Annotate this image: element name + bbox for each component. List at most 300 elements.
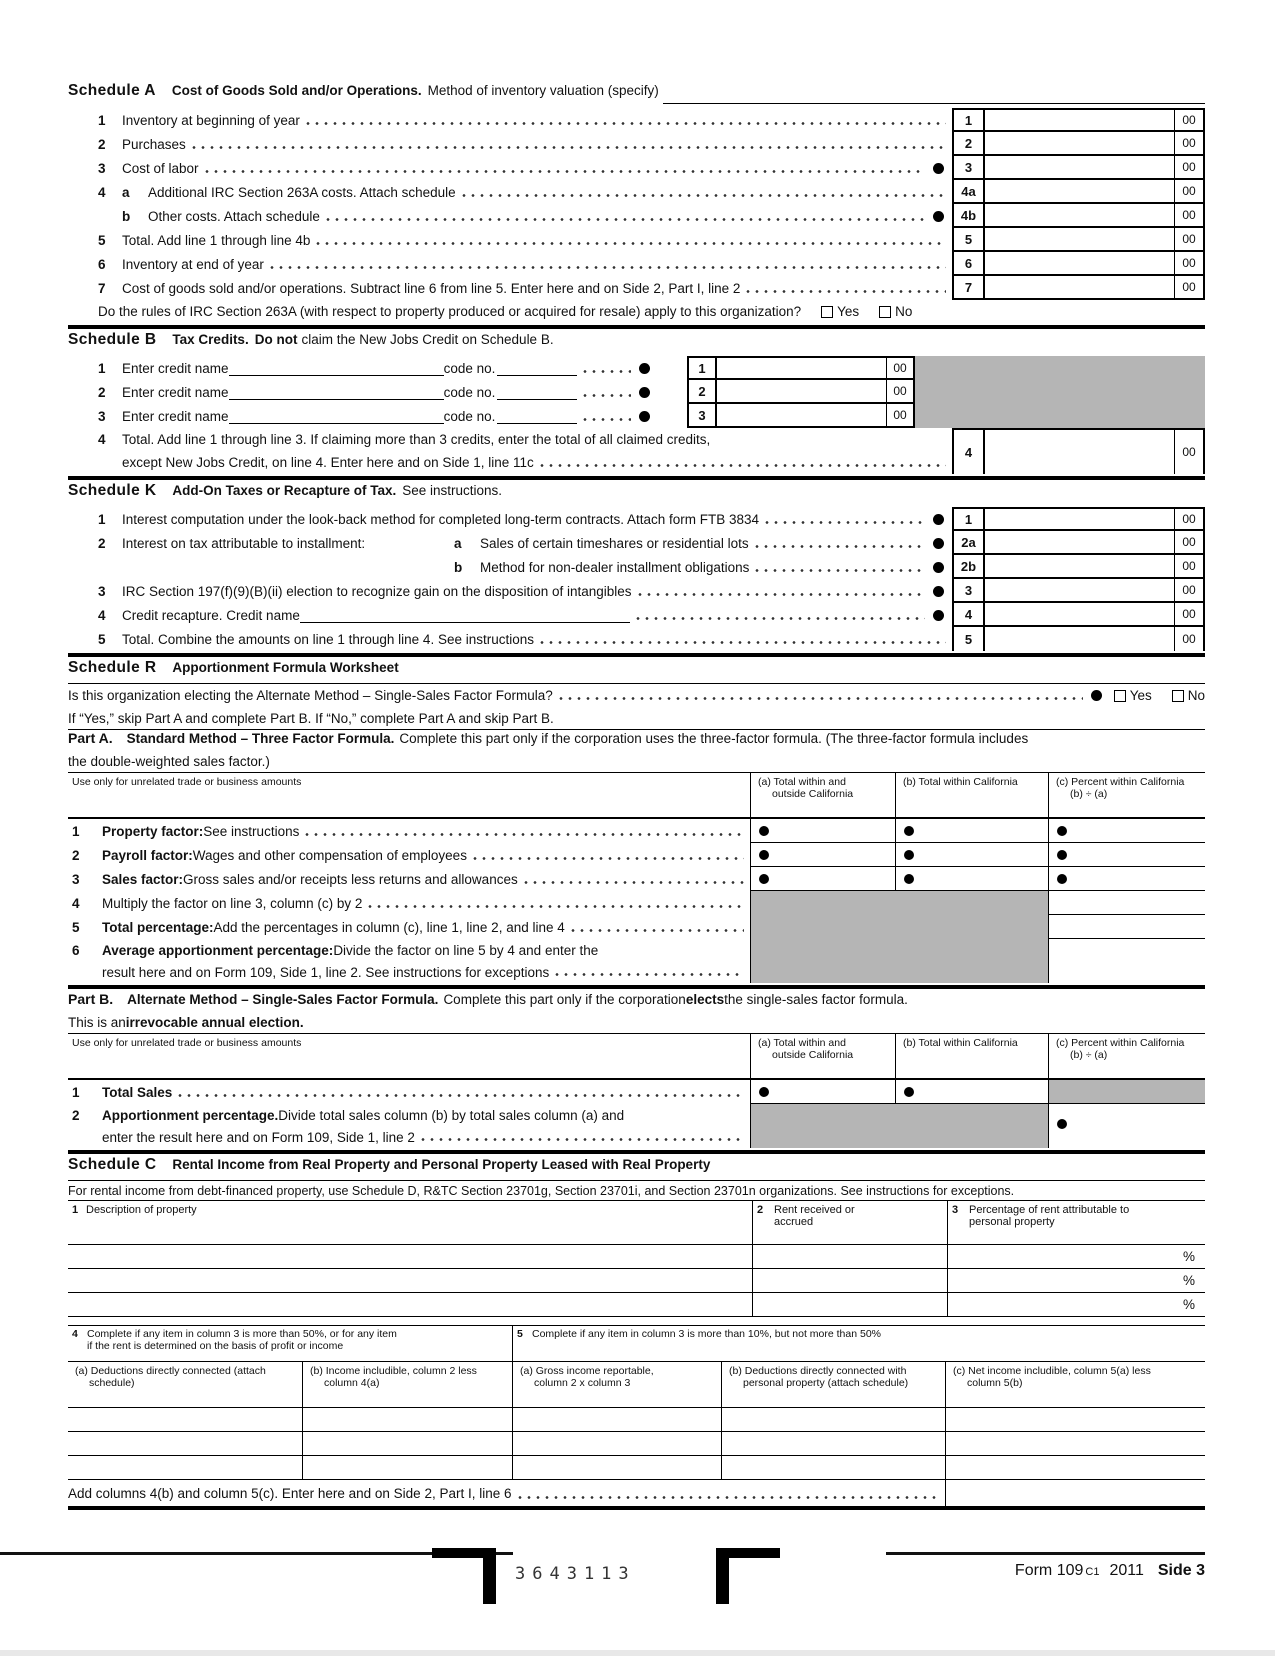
line-label: Cost of goods sold and/or operations. Subtract line 6 from line 5. Enter here and on Side 2, Part I, line 2 [122, 280, 741, 296]
schedule-k-row-4 [68, 603, 1205, 627]
amount-field-a3[interactable] [985, 156, 1174, 178]
schedule-b-note: claim the New Jobs Credit on Schedule B. [301, 332, 554, 347]
yes-label: Yes [1129, 688, 1152, 703]
schedule-k-row-1 [68, 507, 1205, 531]
amount-box-group [952, 555, 1205, 579]
dotted-leader [421, 1137, 744, 1142]
dotted-leader [473, 856, 744, 861]
dotted-leader [305, 832, 744, 837]
section-divider [68, 985, 1205, 989]
line-number: 2 [98, 384, 106, 400]
field-bullet-icon [933, 163, 944, 174]
question-text: Do the rules of IRC Section 263A (with respect to property produced or acquired for resale) apply to this organization? [98, 304, 802, 319]
schedule-a-row-6 [68, 252, 1205, 276]
page-footer [68, 1526, 1205, 1656]
skip-note [68, 707, 1205, 730]
part-b-row-1-label: 1 Total Sales [68, 1080, 750, 1104]
c-col2-header: 2 Rent received or accrued [752, 1201, 947, 1245]
part-a-r3-col-a[interactable] [750, 867, 895, 891]
no-label: No [895, 304, 913, 319]
line-subletter: a [454, 535, 462, 551]
property-description-cell[interactable] [68, 1245, 752, 1269]
part-a-r6-col-c[interactable] [1048, 939, 1205, 983]
line-number: 7 [98, 280, 106, 296]
line-label-prefix: Interest on tax attributable to installment: [122, 535, 366, 551]
yes-option [1114, 688, 1152, 703]
net-income-5c-cell[interactable] [945, 1408, 1205, 1432]
cents-label: 00 [886, 404, 913, 426]
line-label: Method for non-dealer installment obligations [480, 559, 750, 575]
dotted-leader [316, 241, 946, 246]
line-number: 4 [98, 184, 106, 200]
cents-label: 00 [886, 358, 913, 378]
yes-label: Yes [837, 304, 860, 319]
col-header-use: Use only for unrelated trade or business amounts [68, 773, 750, 819]
part-b-desc-post: the single-sales factor formula. [724, 992, 908, 1007]
c-col1-header: 1 Description of property [68, 1201, 752, 1245]
amount-box-group [952, 180, 1205, 204]
line-number: 1 [98, 511, 106, 527]
line-label: Other costs. Attach schedule [148, 208, 320, 224]
deductions-5b-cell[interactable] [721, 1408, 945, 1432]
row-label-area [68, 603, 952, 627]
inventory-method-fill-in[interactable] [663, 89, 1205, 104]
property-description-cell[interactable] [68, 1293, 752, 1317]
schedule-k-row-2a [68, 531, 1205, 555]
code-no-fill-in[interactable] [497, 361, 577, 376]
line-number-box: 2a [952, 531, 985, 553]
amount-field-b4[interactable] [985, 430, 1174, 474]
line-label: Credit recapture. Credit name [122, 607, 300, 623]
schedule-k-subtitle: Add-On Taxes or Recapture of Tax. [172, 483, 397, 498]
amount-box-group [952, 204, 1205, 228]
gross-income-5a-cell[interactable] [512, 1456, 721, 1480]
part-a-desc: Complete this part only if the corporation uses the three-factor formula. (The three-factor formula includes [399, 731, 1029, 746]
cents-label: 00 [1174, 603, 1203, 625]
amount-field-b2[interactable] [717, 380, 886, 402]
amount-box-group [952, 579, 1205, 603]
field-bullet-icon [1057, 874, 1067, 884]
amount-box-group [687, 404, 915, 428]
line-label: IRC Section 197(f)(9)(B)(ii) election to recognize gain on the disposition of intangibles [122, 583, 632, 599]
row-label-area [68, 356, 687, 380]
schedule-k-title: Schedule K [68, 482, 157, 499]
part-b-row-2-label: 2 Apportionment percentage. Divide total sales column (b) by total sales column (a) and enter the result here and on Form 109, Side 1, line 2 [68, 1104, 750, 1148]
amount-field-k2a[interactable] [985, 531, 1174, 553]
form-side: Side 3 [1157, 1562, 1205, 1579]
dotted-leader [540, 640, 946, 645]
income-4b-cell[interactable] [302, 1408, 512, 1432]
rent-received-cell[interactable] [752, 1269, 947, 1293]
schedule-a-row-1 [68, 108, 1205, 132]
net-income-5c-cell[interactable] [945, 1456, 1205, 1480]
schedule-a-subtitle: Cost of Goods Sold and/or Operations. [171, 83, 422, 98]
c-col3-header: 3 Percentage of rent attributable to personal property [947, 1201, 1205, 1245]
schedule-k-header [68, 482, 1205, 507]
percent-cell[interactable] [947, 1245, 1205, 1269]
schedule-b-credit-rows [68, 356, 1205, 428]
amount-field-a4b[interactable] [985, 204, 1174, 226]
line-label: Sales of certain timeshares or residential lots [480, 535, 749, 551]
income-4b-cell[interactable] [302, 1456, 512, 1480]
field-bullet-icon [904, 850, 914, 860]
part-a-r3-col-c[interactable] [1048, 867, 1205, 891]
schedule-a-header [68, 82, 1205, 108]
property-description-cell[interactable] [68, 1269, 752, 1293]
field-bullet-icon [904, 874, 914, 884]
shaded-cell [750, 891, 1048, 983]
line-number-box: 5 [952, 627, 985, 651]
dotted-leader [178, 1093, 744, 1098]
percent-sign: % [1182, 1273, 1195, 1288]
col-header-a: (a) Total within and outside California [750, 1034, 895, 1080]
part-a-r1-col-c[interactable] [1048, 819, 1205, 843]
dotted-leader [583, 393, 631, 398]
amount-box-group [952, 507, 1205, 531]
dotted-leader [755, 568, 925, 573]
section-divider [68, 325, 1205, 329]
code-no-fill-in[interactable] [497, 385, 577, 400]
amount-box-group [952, 428, 1205, 474]
amount-field-a5[interactable] [985, 228, 1174, 250]
cents-label: 00 [886, 380, 913, 402]
amount-field-a1[interactable] [985, 110, 1174, 130]
line-number-box: 2 [687, 380, 717, 402]
dotted-leader [368, 904, 744, 909]
part-b-heading [68, 991, 1205, 1012]
dotted-leader [205, 169, 925, 174]
amount-field-b3[interactable] [717, 404, 886, 426]
amount-field-k4[interactable] [985, 603, 1174, 625]
schedule-c-total-row [68, 1480, 1205, 1506]
section-divider [68, 653, 1205, 657]
line-number-box: 6 [952, 252, 985, 274]
part-b-label: Part B. [68, 991, 114, 1007]
dotted-leader [746, 289, 946, 294]
line-number: 1 [98, 360, 106, 376]
row-label-area [68, 404, 687, 428]
schedule-c-title: Schedule C [68, 1156, 157, 1173]
code-no-label: code no. [443, 408, 496, 424]
credit-name-fill-in[interactable] [229, 361, 444, 376]
gross-income-5a-cell[interactable] [512, 1432, 721, 1456]
schedule-r-header [68, 659, 1205, 684]
amount-box-group [952, 108, 1205, 132]
amount-box-group [952, 531, 1205, 555]
schedule-a-method-label: Method of inventory valuation (specify) [427, 83, 659, 98]
part-b-desc-bold: elects [685, 992, 725, 1007]
field-bullet-icon [759, 874, 769, 884]
amount-box-group [952, 252, 1205, 276]
dotted-leader [518, 1495, 940, 1500]
line-number-box: 1 [952, 110, 985, 130]
cents-label: 00 [1174, 430, 1203, 474]
amount-field-k2b[interactable] [985, 555, 1174, 577]
col-5a-header: (a) Gross income reportable, column 2 x column 3 [512, 1362, 721, 1408]
percent-cell[interactable] [947, 1293, 1205, 1317]
part-a-title: Standard Method – Three Factor Formula. [126, 731, 395, 746]
row-label-area [68, 579, 952, 603]
dotted-leader [326, 217, 925, 222]
line-number-box: 1 [687, 358, 717, 378]
percent-sign: % [1182, 1249, 1195, 1264]
yes-option [821, 304, 859, 319]
row-label-area [68, 507, 952, 531]
percent-sign: % [1182, 1297, 1195, 1312]
question-text: Is this organization electing the Alternate Method – Single-Sales Factor Formula? [68, 688, 553, 703]
line-subletter: a [122, 184, 130, 200]
row-label-area [68, 252, 952, 276]
scan-line-number: 3643113 [515, 1564, 636, 1584]
yes-checkbox[interactable] [1114, 690, 1126, 702]
schedule-k-row-5 [68, 627, 1205, 651]
line-number: 4 [98, 607, 106, 623]
part-b-title: Alternate Method – Single-Sales Factor Formula. [127, 992, 439, 1007]
row-label-area [68, 228, 952, 252]
election-pre: This is an [68, 1015, 126, 1030]
part-b-desc-pre: Complete this part only if the corporation [443, 992, 686, 1007]
part-a-heading [68, 730, 1205, 751]
dotted-leader [755, 544, 925, 549]
amount-field-k1[interactable] [985, 509, 1174, 529]
line-label: Total. Combine the amounts on line 1 through line 4. See instructions [122, 631, 534, 647]
schedule-r-subtitle: Apportionment Formula Worksheet [172, 660, 399, 675]
form-year: 2011 [1109, 1562, 1144, 1579]
section-4-header: 4 Complete if any item in column 3 is more than 50%, or for any item if the rent is determined on the basis of profit or income [68, 1326, 512, 1362]
line-number-box: 3 [952, 156, 985, 178]
line-number-box: 3 [687, 404, 717, 426]
cents-label: 00 [1174, 132, 1203, 154]
deductions-5b-cell[interactable] [721, 1456, 945, 1480]
percent-cell[interactable] [947, 1269, 1205, 1293]
schedule-b-row-4 [68, 428, 1205, 474]
field-bullet-icon [759, 850, 769, 860]
row-label-area [68, 180, 952, 204]
field-bullet-icon [933, 586, 944, 597]
bottom-rule [68, 1506, 1205, 1510]
registration-mark [716, 1548, 780, 1604]
row-label-area [68, 204, 952, 228]
line-number: 2 [98, 136, 106, 152]
dotted-leader [270, 265, 946, 270]
amount-box-group [952, 603, 1205, 627]
dotted-leader [765, 520, 925, 525]
schedule-b-title: Schedule B [68, 331, 157, 348]
schedule-c-note [68, 1181, 1205, 1200]
part-b-r2-col-c[interactable] [1048, 1104, 1205, 1148]
income-4b-cell[interactable] [302, 1432, 512, 1456]
line-number-box: 2b [952, 555, 985, 577]
amount-field-a4a[interactable] [985, 180, 1174, 202]
cents-label: 00 [1174, 252, 1203, 274]
field-bullet-icon [933, 610, 944, 621]
credit-name-fill-in[interactable] [300, 608, 630, 623]
amount-field-a2[interactable] [985, 132, 1174, 154]
amount-box-group [687, 380, 915, 404]
yes-checkbox[interactable] [821, 306, 833, 318]
registration-mark [432, 1548, 496, 1604]
part-a-row-1-label: 1 Property factor: See instructions [68, 819, 750, 843]
credit-name-fill-in[interactable] [229, 409, 444, 424]
amount-box-group [952, 276, 1205, 300]
dotted-leader [638, 592, 925, 597]
row-label-area [68, 156, 952, 180]
amount-field-b1[interactable] [717, 358, 886, 378]
deductions-4a-cell[interactable] [68, 1432, 302, 1456]
row-label-area [68, 132, 952, 156]
deductions-5b-cell[interactable] [721, 1432, 945, 1456]
field-bullet-icon [1057, 826, 1067, 836]
part-b-table [68, 1033, 1205, 1148]
deductions-4a-cell[interactable] [68, 1408, 302, 1432]
part-a-row-3-label: 3 Sales factor: Gross sales and/or receipts less returns and allowances [68, 867, 750, 891]
schedule-k-row-3 [68, 579, 1205, 603]
part-b-r1-col-a[interactable] [750, 1080, 895, 1104]
amount-box-group [952, 132, 1205, 156]
schedule-a-row-5 [68, 228, 1205, 252]
line-number: 3 [98, 160, 106, 176]
field-bullet-icon [904, 1087, 914, 1097]
schedule-c-subtitle: Rental Income from Real Property and Personal Property Leased with Real Property [172, 1157, 711, 1172]
credit-name-label: Enter credit name [122, 384, 229, 400]
row-label-area [68, 380, 687, 404]
line-label: Total. Add line 1 through line 3. If claiming more than 3 credits, enter the total of all claimed credits, [122, 432, 711, 447]
form-id-block [1015, 1562, 1205, 1580]
no-label: No [1187, 688, 1205, 703]
schedule-b-subtitle: Tax Credits. [172, 332, 249, 347]
dotted-leader [583, 369, 631, 374]
field-bullet-icon [639, 387, 650, 398]
line-label: Additional IRC Section 263A costs. Attach schedule [148, 184, 456, 200]
line-label: Cost of labor [122, 160, 199, 176]
dotted-leader [636, 616, 925, 621]
col-header-a: (a) Total within and outside California [750, 773, 895, 819]
amount-box-group [952, 156, 1205, 180]
part-a-r2-col-b[interactable] [895, 843, 1048, 867]
field-bullet-icon [1057, 1119, 1067, 1129]
line-number: 3 [98, 583, 106, 599]
row-label-area [68, 627, 952, 651]
part-a-r5-col-c[interactable] [1048, 915, 1205, 939]
line-number: 5 [98, 232, 106, 248]
credit-name-fill-in[interactable] [229, 385, 444, 400]
col-5c-header: (c) Net income includible, column 5(a) less column 5(b) [945, 1362, 1205, 1408]
cents-label: 00 [1174, 579, 1203, 601]
line-number: 6 [98, 256, 106, 272]
part-a-r1-col-a[interactable] [750, 819, 895, 843]
line-label: Inventory at end of year [122, 256, 264, 272]
line-number: 2 [98, 535, 106, 551]
col-4b-header: (b) Income includible, column 2 less column 4(a) [302, 1362, 512, 1408]
part-a-label: Part A. [68, 730, 113, 746]
cents-label: 00 [1174, 110, 1203, 130]
amount-field-k5[interactable] [985, 627, 1174, 651]
no-checkbox[interactable] [1172, 690, 1184, 702]
dotted-leader [555, 972, 744, 977]
dotted-leader [462, 193, 946, 198]
dotted-leader [540, 463, 946, 468]
schedule-a-row-7 [68, 276, 1205, 300]
total-label-area [68, 1480, 945, 1506]
part-a-r2-col-a[interactable] [750, 843, 895, 867]
part-a-r1-col-b[interactable] [895, 819, 1048, 843]
part-a-row-4-label: 4 Multiply the factor on line 3, column (c) by 2 [68, 891, 750, 915]
row-label-area [68, 555, 952, 579]
field-bullet-icon [759, 826, 769, 836]
row-label-area [68, 428, 952, 474]
dotted-leader [306, 121, 946, 126]
form-name: Form 109 [1014, 1562, 1084, 1579]
line-label: Total. Add line 1 through line 4b [122, 232, 311, 248]
part-b-r1-col-b[interactable] [895, 1080, 1048, 1104]
alternate-method-question [68, 684, 1205, 707]
part-a-r2-col-c[interactable] [1048, 843, 1205, 867]
part-a-row-5-label: 5 Total percentage: Add the percentages in column (c), line 1, line 2, and line 4 [68, 915, 750, 939]
field-bullet-icon [639, 363, 650, 374]
cents-label: 00 [1174, 204, 1203, 226]
cents-label: 00 [1174, 156, 1203, 178]
code-no-label: code no. [443, 384, 496, 400]
rent-received-cell[interactable] [752, 1293, 947, 1317]
field-bullet-icon [759, 1087, 769, 1097]
cents-label: 00 [1174, 627, 1203, 651]
line-number: 5 [98, 631, 106, 647]
amount-field-a6[interactable] [985, 252, 1174, 274]
line-label: Purchases [122, 136, 186, 152]
schedule-c-table-1 [68, 1200, 1205, 1317]
col-header-c: (c) Percent within California (b) ÷ (a) [1048, 773, 1205, 819]
line-number: 3 [98, 408, 106, 424]
line-number-box: 4a [952, 180, 985, 202]
line-number-box: 5 [952, 228, 985, 250]
dotted-leader [559, 696, 1083, 701]
dotted-leader [571, 928, 744, 933]
schedule-c-header [68, 1156, 1205, 1181]
amount-field-k3[interactable] [985, 579, 1174, 601]
field-bullet-icon [933, 562, 944, 573]
field-bullet-icon [933, 538, 944, 549]
schedule-b-note-bold: Do not [254, 332, 298, 347]
no-checkbox[interactable] [879, 306, 891, 318]
col-header-c: (c) Percent within California (b) ÷ (a) [1048, 1034, 1205, 1080]
amount-box-group [952, 228, 1205, 252]
col-5b-header: (b) Deductions directly connected with personal property (attach schedule) [721, 1362, 945, 1408]
code-no-fill-in[interactable] [497, 409, 577, 424]
schedule-c-table-2 [68, 1325, 1205, 1480]
section-divider [68, 1150, 1205, 1154]
cents-label: 00 [1174, 531, 1203, 553]
code-no-label: code no. [443, 360, 496, 376]
irc-263a-question [68, 300, 1205, 323]
row-label-area [68, 531, 952, 555]
line-label: except New Jobs Credit, on line 4. Enter here and on Side 1, line 11c [122, 455, 534, 470]
row-label-area [68, 108, 952, 132]
deductions-4a-cell[interactable] [68, 1456, 302, 1480]
part-a-r3-col-b[interactable] [895, 867, 1048, 891]
credit-name-label: Enter credit name [122, 360, 229, 376]
line-number-box: 1 [952, 509, 985, 529]
rent-received-cell[interactable] [752, 1245, 947, 1269]
election-bold: irrevocable annual election. [125, 1015, 304, 1030]
col-header-b: (b) Total within California [895, 1034, 1048, 1080]
amount-box-group [952, 627, 1205, 651]
part-a-r4-col-c[interactable] [1048, 891, 1205, 915]
gross-income-5a-cell[interactable] [512, 1408, 721, 1432]
amount-field-a7[interactable] [985, 276, 1174, 298]
total-amount-cell[interactable] [945, 1480, 1205, 1506]
net-income-5c-cell[interactable] [945, 1432, 1205, 1456]
section-5-header: 5 Complete if any item in column 3 is more than 10%, but not more than 50% [512, 1326, 1205, 1362]
